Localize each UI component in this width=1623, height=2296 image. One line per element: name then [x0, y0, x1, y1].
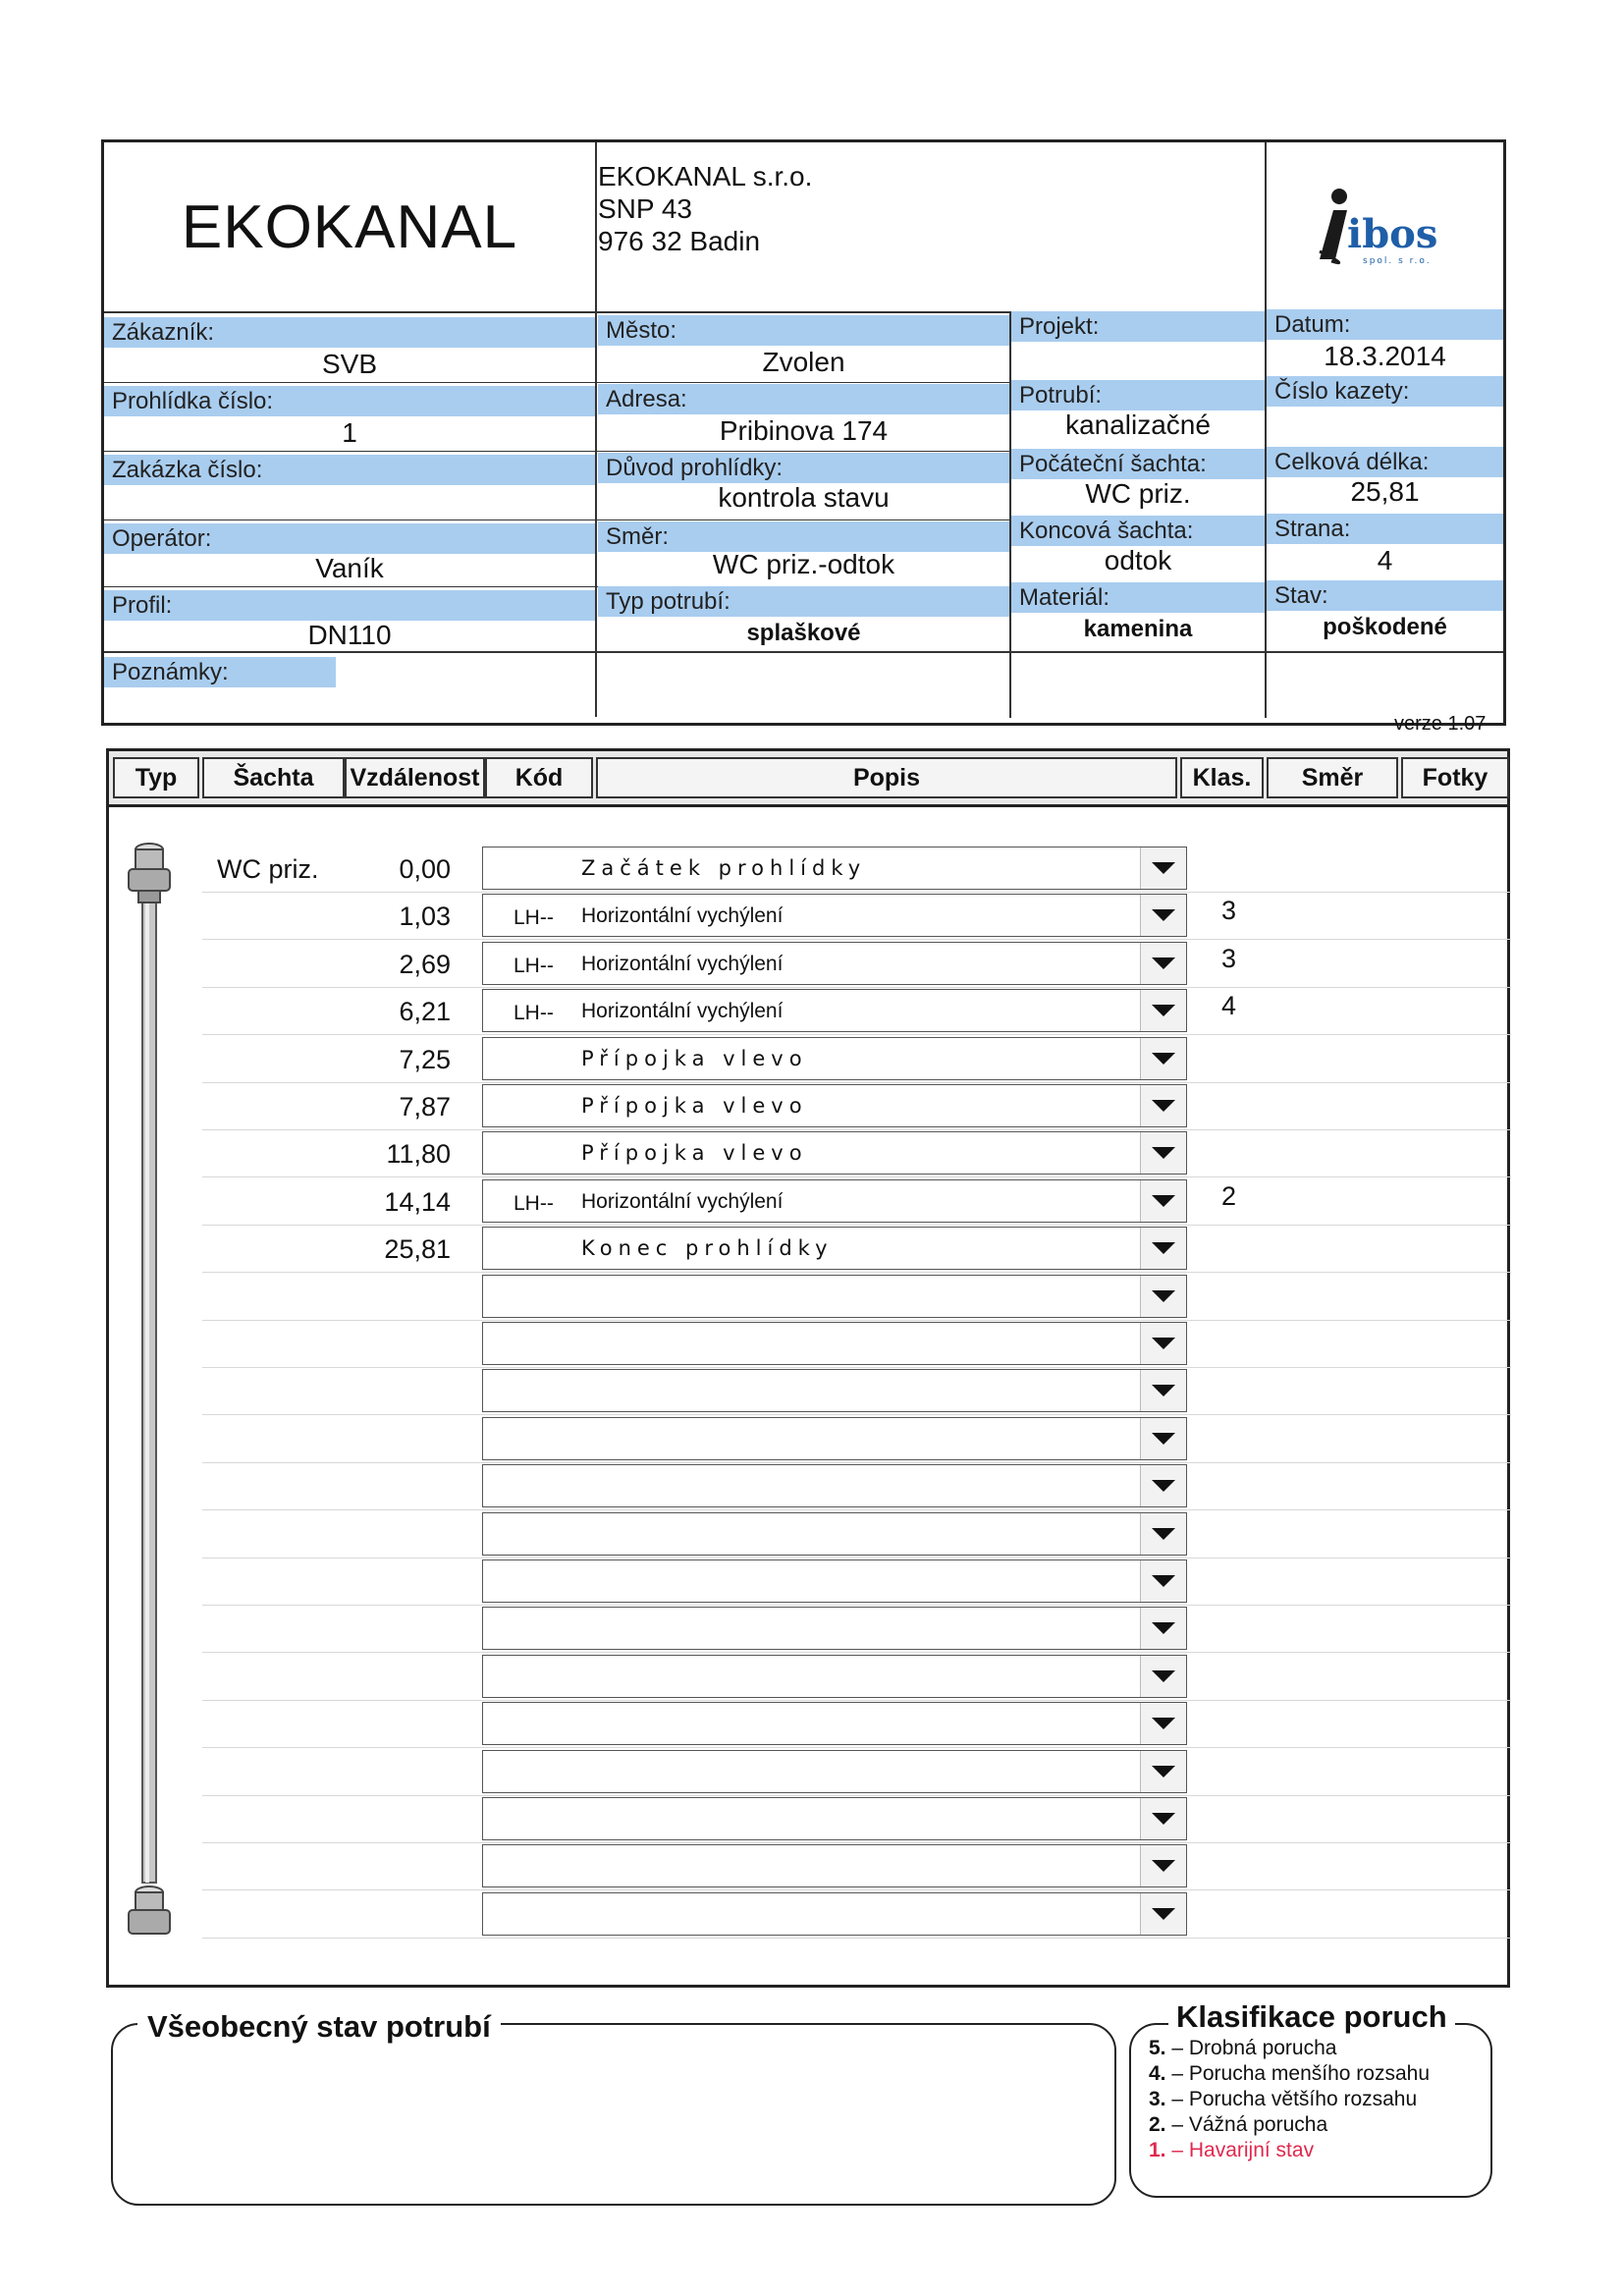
value-koncova: odtok [1104, 545, 1172, 575]
label-delka: Celková délka: [1267, 447, 1503, 477]
row-divider [202, 1747, 1511, 1748]
chevron-down-icon[interactable] [1140, 1180, 1186, 1222]
value-delka: 25,81 [1350, 476, 1420, 507]
chevron-down-icon[interactable] [1140, 1276, 1186, 1317]
popis-value: Horizontální vychýlení [581, 904, 784, 928]
value-operator: Vaník [315, 553, 384, 583]
company-city: 976 32 Badin [598, 226, 761, 256]
classification-item [1149, 2112, 1430, 2138]
popis-value: Horizontální vychýlení [581, 1189, 784, 1213]
label-datum: Datum: [1267, 309, 1503, 340]
popis-select[interactable] [482, 1037, 1187, 1080]
chevron-down-icon[interactable] [1140, 1513, 1186, 1555]
popis-select[interactable] [482, 989, 1187, 1032]
popis-select[interactable] [482, 847, 1187, 890]
chevron-down-icon[interactable] [1140, 895, 1186, 936]
col-fotky: Fotky [1401, 757, 1509, 798]
chevron-down-icon[interactable] [1140, 1370, 1186, 1411]
value-material: kamenina [1083, 616, 1193, 642]
manhole-top-icon [129, 844, 170, 902]
class-num: 1. [1149, 2139, 1166, 2161]
cell-klas: 3 [1221, 943, 1237, 973]
row-divider [202, 1225, 1511, 1226]
divider [1009, 311, 1011, 718]
cell-vzdalenost: 25,81 [384, 1234, 451, 1265]
chevron-down-icon[interactable] [1140, 1418, 1186, 1459]
popis-value: Přípojka vlevo [581, 1046, 808, 1070]
row-divider [202, 1034, 1511, 1035]
label-profil: Profil: [104, 590, 595, 621]
classification-item [1149, 2087, 1430, 2112]
class-text: – Porucha menšího rozsahu [1165, 2062, 1431, 2085]
popis-select[interactable] [482, 1417, 1187, 1460]
class-text: – Vážná porucha [1165, 2113, 1328, 2136]
class-num: 4. [1149, 2062, 1166, 2085]
value-profil: DN110 [307, 620, 392, 650]
row-divider [202, 1889, 1511, 1890]
table-header [109, 751, 1507, 807]
value-stav: poškodené [1323, 614, 1447, 640]
ibos-logo-icon [1312, 183, 1459, 271]
row-divider [202, 1938, 1511, 1939]
chevron-down-icon[interactable] [1140, 1465, 1186, 1506]
popis-select[interactable] [482, 1512, 1187, 1556]
pipe-graphic [121, 842, 180, 1951]
divider [595, 142, 597, 717]
popis-select[interactable] [482, 1369, 1187, 1412]
label-strana: Strana: [1267, 514, 1503, 544]
cell-vzdalenost: 7,87 [399, 1092, 451, 1121]
brand-cell [104, 142, 595, 311]
row-divider [202, 1414, 1511, 1415]
value-mesto: Zvolen [762, 347, 845, 377]
label-zakazka: Zakázka číslo: [104, 455, 595, 485]
chevron-down-icon[interactable] [1140, 1085, 1186, 1126]
divider [104, 651, 1503, 653]
popis-select[interactable] [482, 1464, 1187, 1507]
chevron-down-icon[interactable] [1140, 1608, 1186, 1649]
manhole-bottom-icon [129, 1886, 170, 1934]
logo-text: ibos [1347, 211, 1438, 257]
row-divider [202, 1462, 1511, 1463]
popis-select[interactable] [482, 1179, 1187, 1223]
class-text: – Drobná porucha [1165, 2037, 1337, 2059]
col-sachta: Šachta [202, 757, 345, 798]
company-name: EKOKANAL s.r.o. [598, 161, 813, 191]
cell-vzdalenost: 11,80 [386, 1139, 451, 1170]
logo-subtext: spol. s r.o. [1363, 256, 1432, 266]
chevron-down-icon[interactable] [1140, 1560, 1186, 1602]
popis-select[interactable] [482, 1655, 1187, 1698]
chevron-down-icon[interactable] [1140, 1893, 1186, 1935]
popis-select[interactable] [482, 894, 1187, 937]
ibos-logo [1268, 142, 1503, 311]
row-divider [202, 1700, 1511, 1701]
general-condition-title: Všeobecný stav potrubí [137, 2009, 501, 2045]
popis-select[interactable] [482, 1131, 1187, 1175]
cell-kod: LH-- [514, 1002, 554, 1025]
chevron-down-icon[interactable] [1140, 1703, 1186, 1744]
label-operator: Operátor: [104, 523, 595, 554]
class-num: 3. [1149, 2088, 1166, 2110]
label-adresa: Adresa: [598, 384, 1009, 414]
label-stav: Stav: [1267, 580, 1503, 611]
cell-vzdalenost: 6,21 [399, 997, 451, 1027]
value-adresa: Pribinova 174 [719, 415, 889, 446]
col-typ: Typ [113, 757, 199, 798]
row-divider [202, 1509, 1511, 1510]
popis-select[interactable] [482, 942, 1187, 985]
label-pocatecni: Počáteční šachta: [1011, 449, 1265, 479]
row-divider [202, 1320, 1511, 1321]
row-divider [202, 1176, 1511, 1177]
chevron-down-icon[interactable] [1140, 1798, 1186, 1839]
label-poznamky: Poznámky: [104, 657, 336, 687]
popis-value: Konec prohlídky [581, 1236, 834, 1261]
version-label: verze 1.07 [1394, 713, 1487, 735]
popis-value: Začátek prohlídky [581, 856, 867, 880]
classification-list [1149, 2036, 1430, 2163]
popis-select[interactable] [482, 1797, 1187, 1840]
row-divider [202, 939, 1511, 940]
row-divider [202, 1795, 1511, 1796]
classification-item-critical [1149, 2138, 1430, 2163]
chevron-down-icon[interactable] [1140, 1323, 1186, 1364]
cell-klas: 3 [1221, 896, 1237, 926]
popis-value: Přípojka vlevo [581, 1094, 808, 1118]
row-divider [202, 1367, 1511, 1368]
inspection-table [106, 748, 1510, 1988]
chevron-down-icon[interactable] [1140, 1038, 1186, 1079]
chevron-down-icon[interactable] [1140, 943, 1186, 984]
cell-vzdalenost: 7,25 [399, 1044, 451, 1074]
row-divider [202, 1129, 1511, 1130]
label-material: Materiál: [1011, 582, 1265, 613]
chevron-down-icon[interactable] [1140, 847, 1186, 889]
value-zakaznik: SVB [321, 349, 378, 379]
chevron-down-icon[interactable] [1140, 1751, 1186, 1792]
value-prohlidka: 1 [342, 417, 357, 448]
label-koncova: Koncová šachta: [1011, 516, 1265, 546]
popis-select[interactable] [482, 1559, 1187, 1603]
chevron-down-icon[interactable] [1140, 1228, 1186, 1269]
popis-select[interactable] [482, 1322, 1187, 1365]
classification-item [1149, 2036, 1430, 2061]
popis-select[interactable] [482, 1084, 1187, 1127]
popis-value: Horizontální vychýlení [581, 952, 784, 975]
cell-vzdalenost: 14,14 [384, 1186, 451, 1217]
popis-select[interactable] [482, 1750, 1187, 1793]
col-vzdalenost: Vzdálenost [345, 757, 485, 798]
cell-klas: 4 [1221, 991, 1237, 1021]
popis-select[interactable] [482, 1227, 1187, 1270]
row-divider [202, 987, 1511, 988]
popis-select[interactable] [482, 1702, 1187, 1745]
chevron-down-icon[interactable] [1140, 1132, 1186, 1174]
row-divider [202, 1652, 1511, 1653]
label-duvod: Důvod prohlídky: [598, 453, 1009, 483]
value-datum: 18.3.2014 [1324, 341, 1446, 371]
label-prohlidka: Prohlídka číslo: [104, 386, 595, 416]
value-pocatecni: WC priz. [1085, 478, 1191, 509]
popis-value: Přípojka vlevo [581, 1141, 808, 1166]
cell-kod: LH-- [514, 906, 554, 930]
cell-vzdalenost: 2,69 [399, 949, 451, 979]
cell-vzdalenost: 0,00 [399, 854, 451, 884]
label-smer: Směr: [598, 521, 1009, 552]
classification-title: Klasifikace poruch [1168, 1999, 1455, 2035]
class-text: – Havarijní stav [1165, 2139, 1315, 2161]
value-typ-potrubi: splaškové [746, 620, 861, 646]
chevron-down-icon[interactable] [1140, 990, 1186, 1031]
report-header [101, 139, 1506, 726]
popis-select[interactable] [482, 1844, 1187, 1887]
company-address [598, 160, 1187, 257]
label-potrubi: Potrubí: [1011, 380, 1265, 410]
cell-vzdalenost: 1,03 [399, 902, 451, 932]
cell-klas: 2 [1221, 1180, 1237, 1211]
company-street: SNP 43 [598, 193, 692, 224]
popis-select[interactable] [482, 1275, 1187, 1318]
chevron-down-icon[interactable] [1140, 1656, 1186, 1697]
col-klas: Klas. [1180, 757, 1264, 798]
cell-kod: LH-- [514, 1191, 554, 1215]
value-duvod: kontrola stavu [718, 482, 890, 513]
general-condition-box [111, 2023, 1116, 2206]
popis-value: Horizontální vychýlení [581, 1000, 784, 1023]
class-num: 5. [1149, 2037, 1166, 2059]
row-divider [202, 1842, 1511, 1843]
class-text: – Porucha většího rozsahu [1165, 2088, 1418, 2110]
cell-kod: LH-- [514, 954, 554, 977]
label-projekt: Projekt: [1011, 311, 1265, 342]
label-zakaznik: Zákazník: [104, 317, 595, 348]
row-divider [202, 1605, 1511, 1606]
col-smer: Směr [1267, 757, 1398, 798]
chevron-down-icon[interactable] [1140, 1845, 1186, 1886]
label-kazeta: Číslo kazety: [1267, 376, 1503, 407]
row-divider [202, 1082, 1511, 1083]
row-divider [202, 892, 1511, 893]
col-popis: Popis [596, 757, 1177, 798]
popis-select[interactable] [482, 1607, 1187, 1650]
value-strana: 4 [1377, 545, 1393, 575]
row-divider [202, 1272, 1511, 1273]
col-kod: Kód [485, 757, 593, 798]
cell-sachta: WC priz. [217, 854, 319, 884]
value-smer: WC priz.-odtok [712, 549, 895, 579]
brand-name: EKOKANAL [181, 192, 518, 261]
label-typ-potrubi: Typ potrubí: [598, 586, 1009, 617]
classification-item [1149, 2061, 1430, 2087]
class-num: 2. [1149, 2113, 1166, 2136]
value-potrubi: kanalizačné [1065, 410, 1211, 440]
label-mesto: Město: [598, 315, 1009, 346]
popis-select[interactable] [482, 1892, 1187, 1936]
